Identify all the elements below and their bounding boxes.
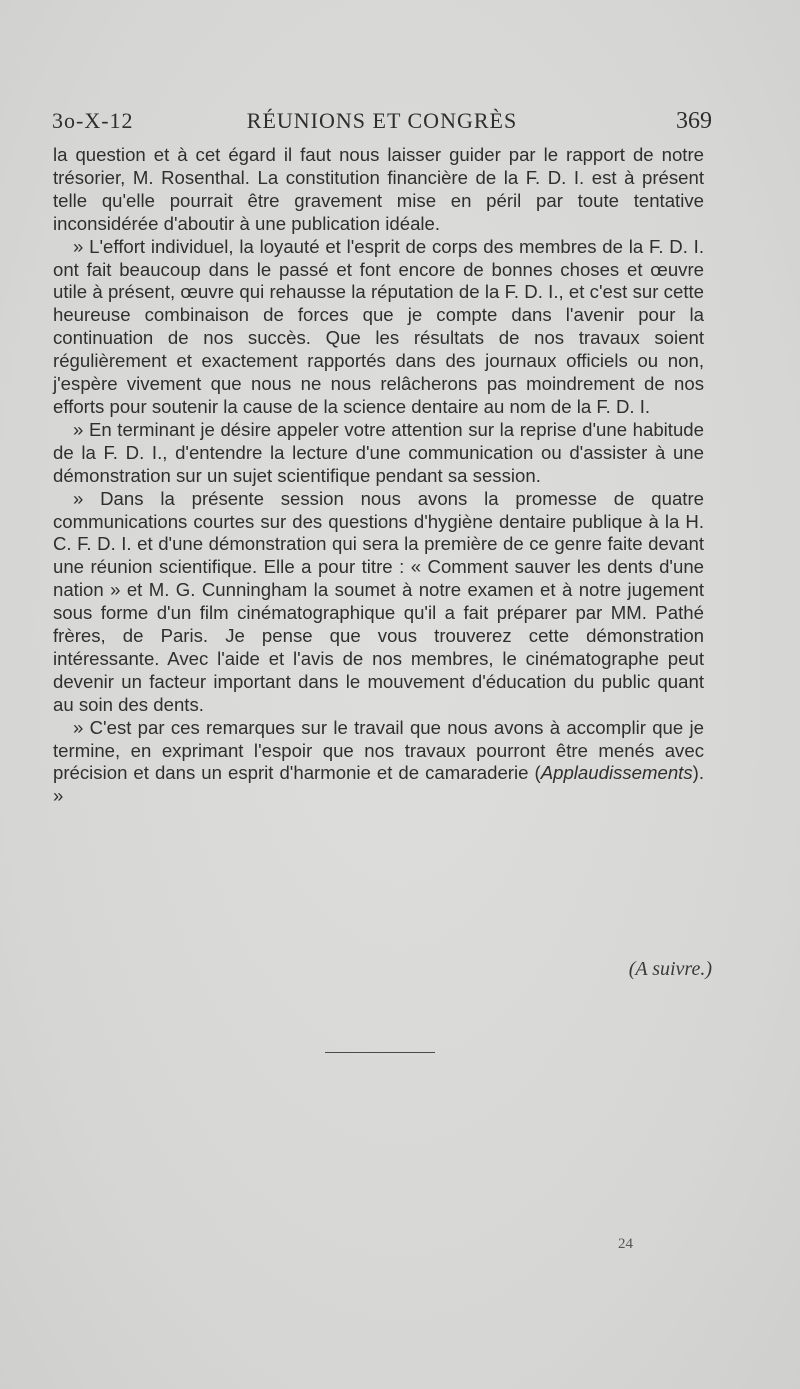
- applause-close: ). »: [53, 762, 704, 807]
- running-header: [52, 108, 712, 138]
- applause-open: (: [534, 762, 541, 784]
- applause-text: Applaudissements: [540, 762, 693, 784]
- header-date: 3o-X-12: [52, 108, 134, 133]
- page-number: 369: [676, 108, 712, 134]
- paragraph-5: [53, 717, 704, 809]
- section-divider: [325, 1052, 435, 1053]
- paragraph-4: » Dans la présente session nous avons la promesse de quatre communications courtes sur des questions d'hygiène dentaire publique à la H. C. F. D. I. et d'une démonstration qui sera la première de ce genre faite devant une réunion scientifique. Elle a pour titre : « Comment sauver les dents d'une nation » et M. G. Cunningham la soumet à notre examen et à notre jugement sous forme d'un film cinématographique qu'il a fait préparer par MM. Pathé frères, de Paris. Je pense que vous trouverez cette démonstration intéressante. Avec l'aide et l'avis de nos membres, le cinématographe peut devenir un facteur important dans le mouvement d'éducation du public quant au soin des dents.: [53, 487, 704, 715]
- body-text: [53, 144, 704, 808]
- signature-mark: 24: [618, 1236, 633, 1252]
- paragraph-5-text: » C'est par ces remarques sur le travail que nous avons à accomplir que je termine, en exprimant l'espoir que nos travaux pourront être menés avec précision et dans un esprit d'harmonie et de camaraderie: [53, 716, 704, 784]
- paragraph-3: » En terminant je désire appeler votre attention sur la reprise d'une habitude de la F. D. I., d'entendre la lecture d'une communication ou d'assister à une démonstration sur un sujet scientifique pendant sa session.: [53, 418, 704, 486]
- header-title: RÉUNIONS ET CONGRÈS: [246, 108, 518, 133]
- paragraph-1: la question et à cet égard il faut nous laisser guider par le rapport de notre trésorier, M. Rosenthal. La constitution financière de la F. D. I. est à présent telle qu'elle pourrait être gravement mise en péril par toute tentative inconsidérée d'aboutir à une publication idéale.: [53, 144, 704, 234]
- to-be-continued: (A suivre.): [628, 958, 712, 980]
- paragraph-2: » L'effort individuel, la loyauté et l'esprit de corps des membres de la F. D. I. ont fait beaucoup dans le passé et font encore de bonnes choses et œuvre utile à présent, œuvre qui rehausse la réputation de la F. D. I., et c'est sur cette heureuse combinaison de forces que je compte dans l'avenir pour la continuation de nos succès. Que les résultats de nos travaux soient régulièrement et exactement rapportés dans des journaux officiels ou non, j'espère vivement que nous ne nous relâcherons pas moindrement de nos efforts pour soutenir la cause de la science dentaire au nom de la F. D. I.: [53, 235, 704, 417]
